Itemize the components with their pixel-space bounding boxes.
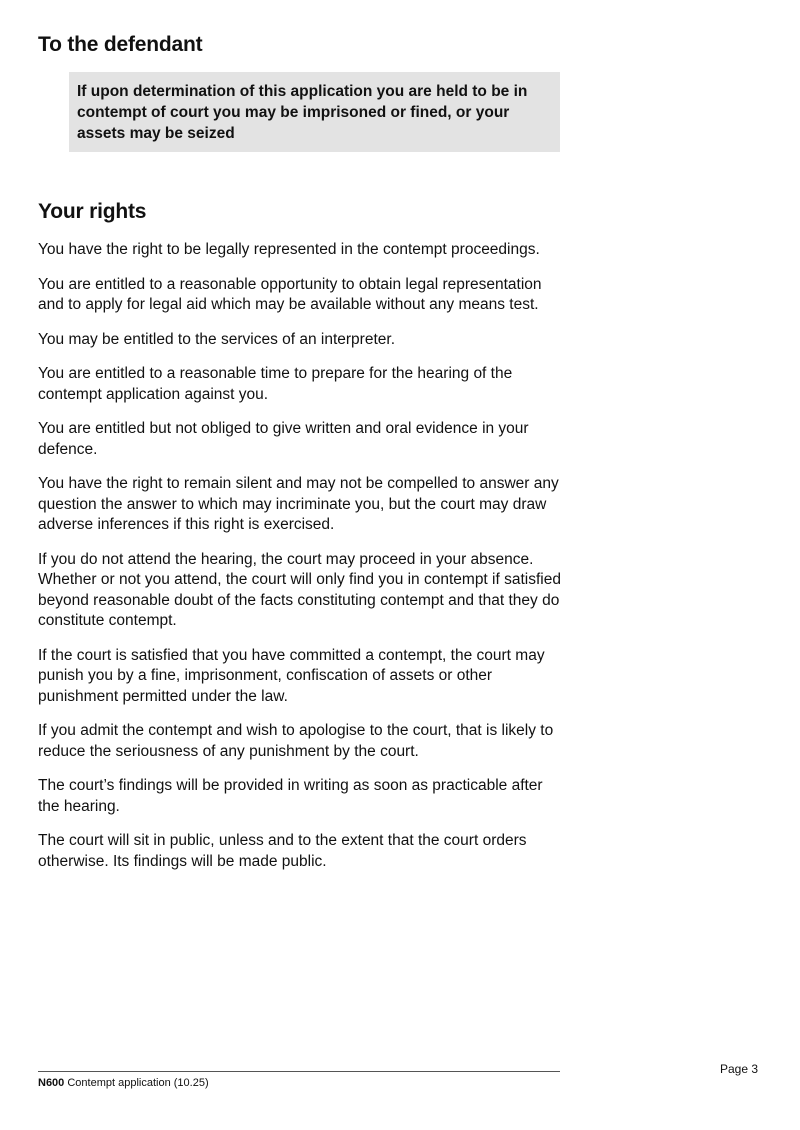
rights-paragraph: The court will sit in public, unless and to the extent that the court orders otherwise. Its findings will be made public. bbox=[38, 832, 527, 870]
rights-paragraph: You are entitled to a reasonable opportunity to obtain legal representation and to apply for legal aid which may be available without any means test. bbox=[38, 275, 542, 313]
rights-paragraph: If you admit the contempt and wish to apologise to the court, that is likely to reduce the seriousness of any punishment by the court. bbox=[38, 722, 554, 760]
footer-form-reference bbox=[38, 1077, 209, 1089]
warning-box bbox=[69, 72, 560, 152]
form-title: Contempt application (10.25) bbox=[67, 1077, 209, 1089]
defendant-heading: To the defendant bbox=[38, 33, 203, 56]
form-code: N600 bbox=[38, 1077, 65, 1089]
rights-paragraph: You have the right to remain silent and may not be compelled to answer any question the answer to which may incriminate you, but the court may draw adverse inferences if this right is exercised. bbox=[38, 475, 559, 533]
page-number: Page 3 bbox=[720, 1062, 759, 1076]
rights-paragraph: You are entitled to a reasonable time to prepare for the hearing of the contempt application against you. bbox=[38, 365, 513, 403]
rights-paragraph: If you do not attend the hearing, the court may proceed in your absence. Whether or not you attend, the court will only find you in contempt if satisfied beyond reasonable doubt of the facts constituting contempt and that they do constitute contempt. bbox=[38, 550, 561, 629]
rights-paragraph: You may be entitled to the services of an interpreter. bbox=[38, 330, 395, 348]
rights-paragraph: You have the right to be legally represented in the contempt proceedings. bbox=[38, 241, 540, 258]
warning-text: If upon determination of this application you are held to be in contempt of court you may be imprisoned or fined, or your assets may be seized bbox=[77, 83, 528, 142]
rights-heading: Your rights bbox=[38, 200, 147, 223]
rights-list bbox=[38, 240, 563, 886]
rights-paragraph: You are entitled but not obliged to give written and oral evidence in your defence. bbox=[38, 420, 529, 458]
rights-paragraph: The court’s findings will be provided in writing as soon as practicable after the hearing. bbox=[38, 777, 543, 815]
footer-divider bbox=[38, 1071, 560, 1072]
rights-paragraph: If the court is satisfied that you have committed a contempt, the court may punish you by a fine, imprisonment, confiscation of assets or other punishment permitted under the law. bbox=[38, 646, 545, 705]
